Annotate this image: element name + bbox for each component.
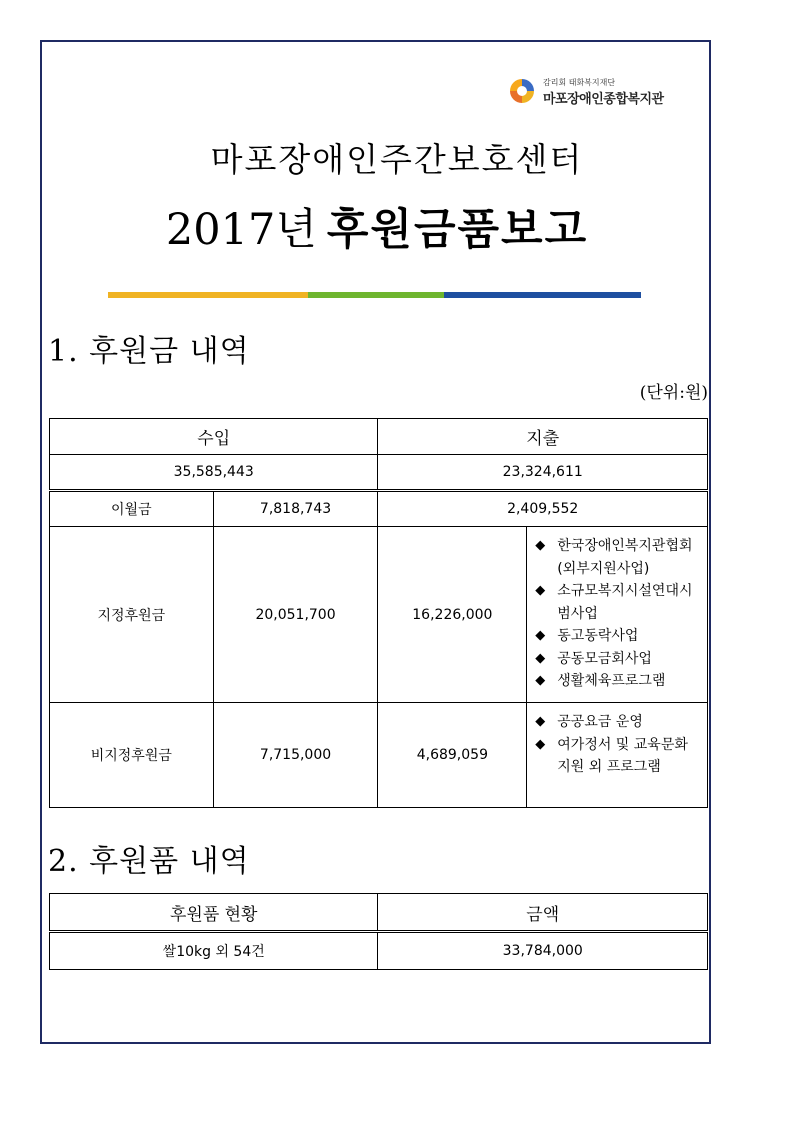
goods-status-header: 후원품 현황 (50, 894, 378, 932)
organization-logo (507, 76, 707, 108)
expense-total: 23,324,611 (378, 455, 708, 491)
rule-yellow (108, 292, 308, 298)
rule-green (308, 292, 444, 298)
center-title: 마포장애인주간보호센터 (210, 140, 584, 179)
list-item: ◆ 한국장애인복지관협회(외부지원사업) (535, 535, 701, 580)
list-item: ◆ 공동모금회사업 (535, 648, 701, 671)
row-expense: 2,409,552 (378, 491, 708, 527)
report-year: 2017년 (165, 205, 317, 255)
logo-mark-icon (507, 76, 537, 106)
row-expense: 4,689,059 (378, 703, 527, 808)
expense-detail-list (527, 527, 708, 703)
goods-status: 쌀10kg 외 54건 (50, 932, 378, 970)
logo-subtitle: 감리회 태화복지재단 (543, 78, 616, 87)
list-item: ◆ 소규모복지시설연대시범사업 (535, 580, 701, 625)
table-row (50, 527, 708, 703)
row-expense: 16,226,000 (378, 527, 527, 703)
section2-title: 2. 후원품 내역 (48, 844, 250, 879)
table-row (50, 491, 708, 527)
income-total: 35,585,443 (50, 455, 378, 491)
expense-header: 지출 (378, 419, 708, 455)
row-label: 비지정후원금 (50, 703, 214, 808)
goods-amount: 33,784,000 (378, 932, 708, 970)
row-label: 이월금 (50, 491, 214, 527)
goods-table (49, 893, 708, 970)
unit-label: (단위:원) (639, 383, 708, 403)
expense-detail-list (527, 703, 708, 808)
goods-amount-header: 금액 (378, 894, 708, 932)
table-row (50, 703, 708, 808)
report-name: 후원금품보고 (326, 205, 589, 255)
row-label: 지정후원금 (50, 527, 214, 703)
list-item: ◆ 공공요금 운영 (535, 711, 701, 734)
row-income: 20,051,700 (213, 527, 378, 703)
section1-title: 1. 후원금 내역 (48, 334, 250, 369)
donation-table (49, 418, 708, 808)
list-item: ◆ 동고동락사업 (535, 625, 701, 648)
income-header: 수입 (50, 419, 378, 455)
list-item: ◆ 여가정서 및 교육문화지원 외 프로그램 (535, 734, 701, 779)
table-row (50, 932, 708, 970)
logo-name: 마포장애인종합복지관 (543, 92, 664, 107)
row-income: 7,715,000 (213, 703, 378, 808)
rule-blue (444, 292, 641, 298)
list-item: ◆ 생활체육프로그램 (535, 670, 701, 693)
report-title (0, 196, 754, 257)
row-income: 7,818,743 (213, 491, 378, 527)
